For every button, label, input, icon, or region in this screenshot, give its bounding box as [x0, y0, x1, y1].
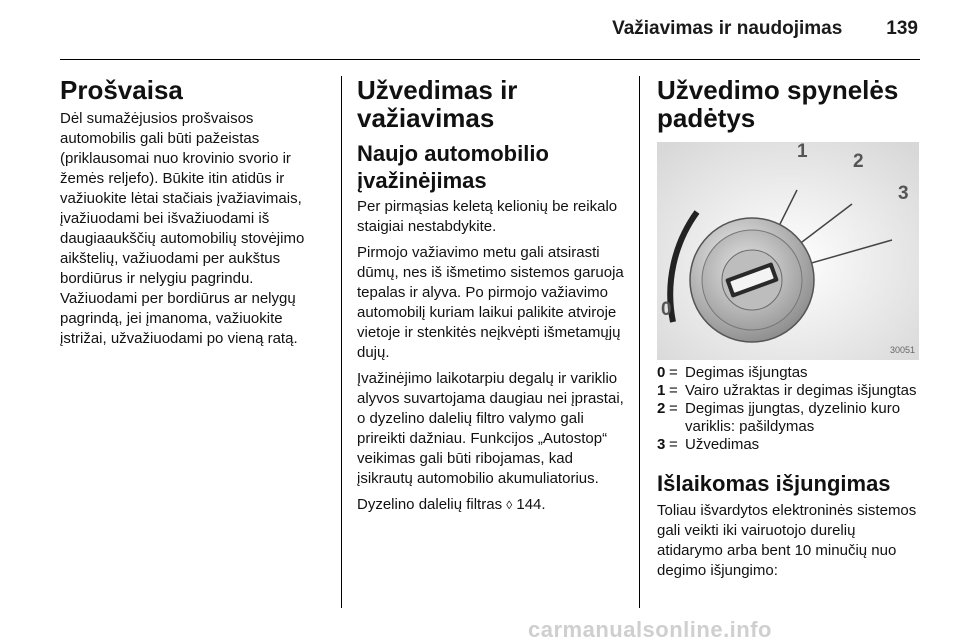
position-label-3: 3 [898, 183, 909, 204]
header-title: Važiavimas ir naudojimas [612, 18, 843, 39]
legend-separator: = [669, 364, 678, 381]
legend-text: Užvedimas [685, 436, 760, 453]
legend-separator: = [669, 382, 678, 399]
paragraph: Pirmojo važiavimo metu gali atsirasti dūmų, nes iš išmetimo sistemos garuoja tepalas ir alyva. Po pirmojo važiavimo automobilį kuriam laikui palikite atviroje vietoje ir stenkitės neįkvėpti išmetamųjų dujų. [357, 244, 624, 361]
legend-key: 2 [657, 400, 666, 417]
column-2 [357, 76, 629, 515]
cross-reference-text: Dyzelino dalelių filtras [357, 496, 503, 513]
ignition-switch-figure [657, 142, 919, 360]
legend-separator: = [669, 436, 678, 453]
ignition-lock-icon [657, 142, 919, 360]
column-1 [60, 76, 328, 349]
section-heading-starting: Užvedimas ir važiavimas [357, 75, 518, 133]
column-divider-1 [341, 76, 342, 608]
legend-key: 3 [657, 436, 666, 453]
legend-text: Degimas išjungtas [685, 364, 808, 381]
section-heading-ignition-positions: Užvedimo spynelės padėtys [657, 75, 899, 133]
cross-reference-page[interactable]: 144. [516, 496, 546, 513]
position-label-0: 0 [661, 299, 672, 320]
legend-key: 1 [657, 382, 666, 399]
paragraph: Dėl sumažėjusios prošvaisos automobilis gali būti pažeistas (priklausomai nuo krovinio svorio ir žemės reljefo). Būkite itin atidūs ir važiuokite lėtai stačiais įvažiavimais, įvažiuodami bei išvažiuodami iš daugiaaukščių automobilių stovėjimo aikštelių, važiuodami per aukštus bordiūrus ir nelygiu pagrindu. [60, 110, 305, 287]
position-legend [657, 364, 922, 454]
column-3 [657, 76, 922, 581]
legend-row [657, 436, 922, 454]
position-label-2: 2 [853, 151, 864, 172]
legend-key: 0 [657, 364, 666, 381]
paragraph: Per pirmąsias keletą kelionių be reikalo staigiai nestabdykite. [357, 198, 618, 235]
page-header [612, 18, 918, 40]
legend-text: Degimas įjungtas, dyzelinio kuro variklis: pašildymas [685, 400, 901, 435]
legend-separator: = [669, 400, 678, 417]
position-label-1: 1 [797, 141, 808, 162]
legend-text: Vairo užraktas ir degimas išjungtas [685, 382, 917, 399]
paragraph: Įvažinėjimo laikotarpiu degalų ir variklio alyvos suvartojama daugiau nei įprastai, o dyzelino dalelių filtro valymo gali prireikti dažniau. Funkcijos „Autostop“ veikimas gali būti ribojamas, kad įsikrautų automobilio akumuliatorius. [357, 370, 624, 487]
legend-row [657, 382, 922, 400]
paragraph: Važiuodami per bordiūrus ar nelygų pagrindą, jei įmanoma, važiuokite įstrižai, užvažiuodami po vieną ratą. [60, 290, 298, 347]
legend-row [657, 400, 922, 436]
reference-arrow-icon: ◊ [506, 498, 513, 512]
section-heading-clearance: Prošvaisa [60, 75, 183, 105]
subheading-running-in: Naujo automobilio įvažinėjimas [357, 141, 549, 193]
column-divider-2 [639, 76, 640, 608]
paragraph: Toliau išvardytos elektroninės sistemos gali veikti iki vairuotojo durelių atidarymo arba bent 10 minučių nuo degimo išjungimo: [657, 502, 917, 579]
section-heading-retained-power-off: Išlaikomas išjungimas [657, 471, 891, 496]
watermark: carmanualsonline.info [528, 617, 772, 642]
cross-reference [357, 495, 629, 515]
legend-row [657, 364, 922, 382]
figure-number: 30051 [889, 345, 915, 355]
header-rule [60, 59, 920, 60]
page-number: 139 [886, 18, 918, 39]
